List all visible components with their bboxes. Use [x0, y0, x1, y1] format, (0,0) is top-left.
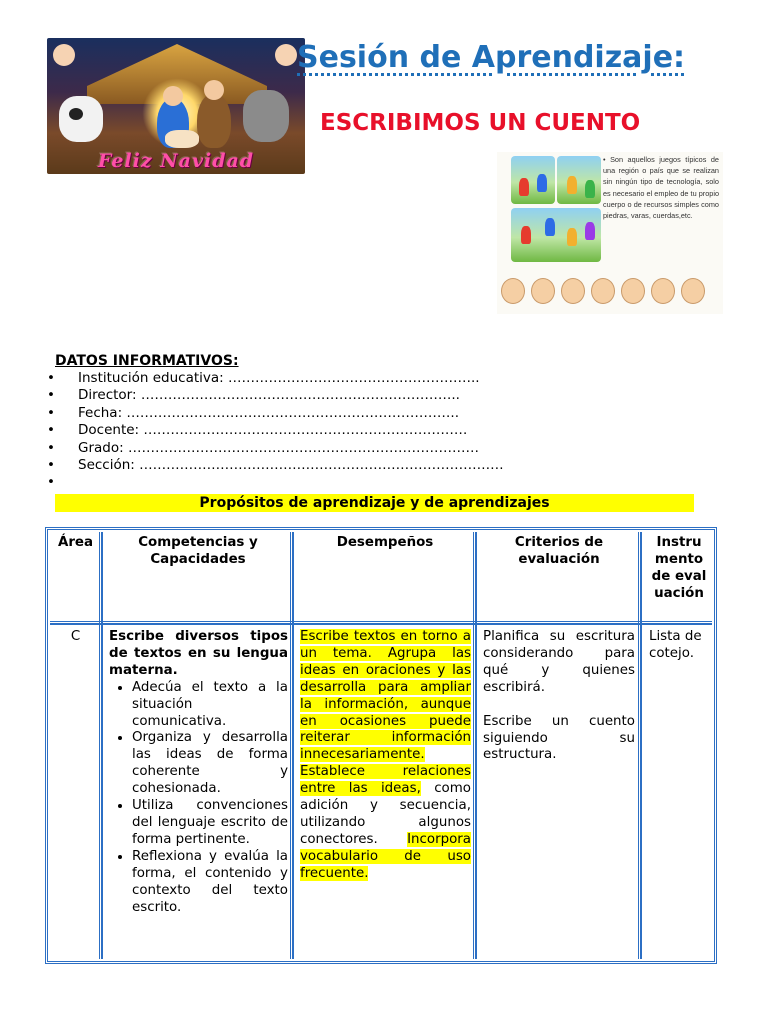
capacidad-item: • Reflexiona y evalúa la forma, el contenido y contexto del texto escrito. [132, 849, 288, 917]
kids-playing-scene [511, 208, 601, 262]
datos-informativos-heading: DATOS INFORMATIVOS: [55, 353, 239, 369]
desempeno-text: como adición y secuencia, utilizando algunos conectores. [300, 781, 471, 847]
header-criterios: Criterios de evaluación [514, 535, 604, 567]
donkey-figure [243, 90, 289, 142]
cell-instrumento: Lista de cotejo. [649, 629, 702, 661]
desempeno-highlight: Incorpora vocabulario de uso frecuente. [300, 831, 471, 881]
header-area: Área [57, 535, 94, 550]
capacidad-item: • Organiza y desarrolla las ideas de forma coherente y cohesionada. [132, 730, 288, 798]
cell-criterios [480, 629, 638, 764]
joseph-figure [197, 93, 231, 148]
competencia-title: Escribe diversos tipos de textos en su lengua materna. [109, 629, 288, 678]
games-description: • Son aquellos juegos típicos de una región o país que se realizan sin ningún tipo de tecnología, solo es necesario el empleo de tu propio cuerpo o de recursos simples como piedras, varas, cuerdas,etc. [603, 155, 719, 221]
children-faces-row [497, 272, 723, 312]
kids-playing-scene [511, 156, 555, 204]
header-competencias: Competencias y Capacidades [138, 535, 258, 567]
datos-item-empty [47, 474, 504, 491]
datos-item-institucion: • Institución educativa: ……………………………………………….. [47, 370, 504, 387]
datos-item-docente: • Docente: ……………………………………………………………… [47, 422, 504, 439]
header-instrumento: Instrumento de evaluación [651, 535, 707, 601]
traditional-games-image [497, 152, 723, 314]
capacidad-item: • Adecúa el texto a la situación comunicativa. [132, 680, 288, 731]
header-desempenos: Desempeños [336, 535, 434, 550]
page-title: Sesión de Aprendizaje: [297, 40, 686, 75]
banner-caption: Feliz Navidad [97, 150, 255, 172]
datos-item-grado: • Grado: …………………………………………………………………… [47, 440, 504, 457]
propositos-table [45, 527, 717, 964]
criterio-item: Planifica su escritura considerando para qué y quienes escribirá. [483, 629, 635, 695]
capacidades-list [109, 680, 288, 917]
datos-item-fecha: • Fecha: ……………………………………………………………….. [47, 405, 504, 422]
datos-item-director: • Director: …………………………………………………………….. [47, 387, 504, 404]
page-subtitle: ESCRIBIMOS UN CUENTO [320, 110, 641, 136]
cell-competencias [106, 629, 290, 916]
cell-area: C [70, 629, 81, 644]
angel-icon [275, 44, 297, 66]
datos-informativos-list [47, 370, 504, 492]
kids-playing-scene [557, 156, 601, 204]
capacidad-item: • Utiliza convenciones del lenguaje escrito de forma pertinente. [132, 798, 288, 849]
cell-desempenos [297, 629, 473, 883]
cow-figure [59, 96, 103, 142]
datos-item-seccion: • Sección: ……………………………………………………………………… [47, 457, 504, 474]
desempeno-highlight: Escribe textos en torno a un tema. Agrupa las ideas en oraciones y las desarrolla para ampliar la información, aunque en ocasiones puede reiterar información innecesariamente. Establece relaciones entre las ideas, [300, 629, 471, 797]
propositos-heading: Propósitos de aprendizaje y de aprendizajes [55, 494, 694, 512]
angel-icon [53, 44, 75, 66]
christmas-nativity-banner [47, 38, 305, 174]
baby-jesus-figure [165, 130, 199, 148]
criterio-item: Escribe un cuento siguiendo su estructura. [483, 713, 635, 763]
